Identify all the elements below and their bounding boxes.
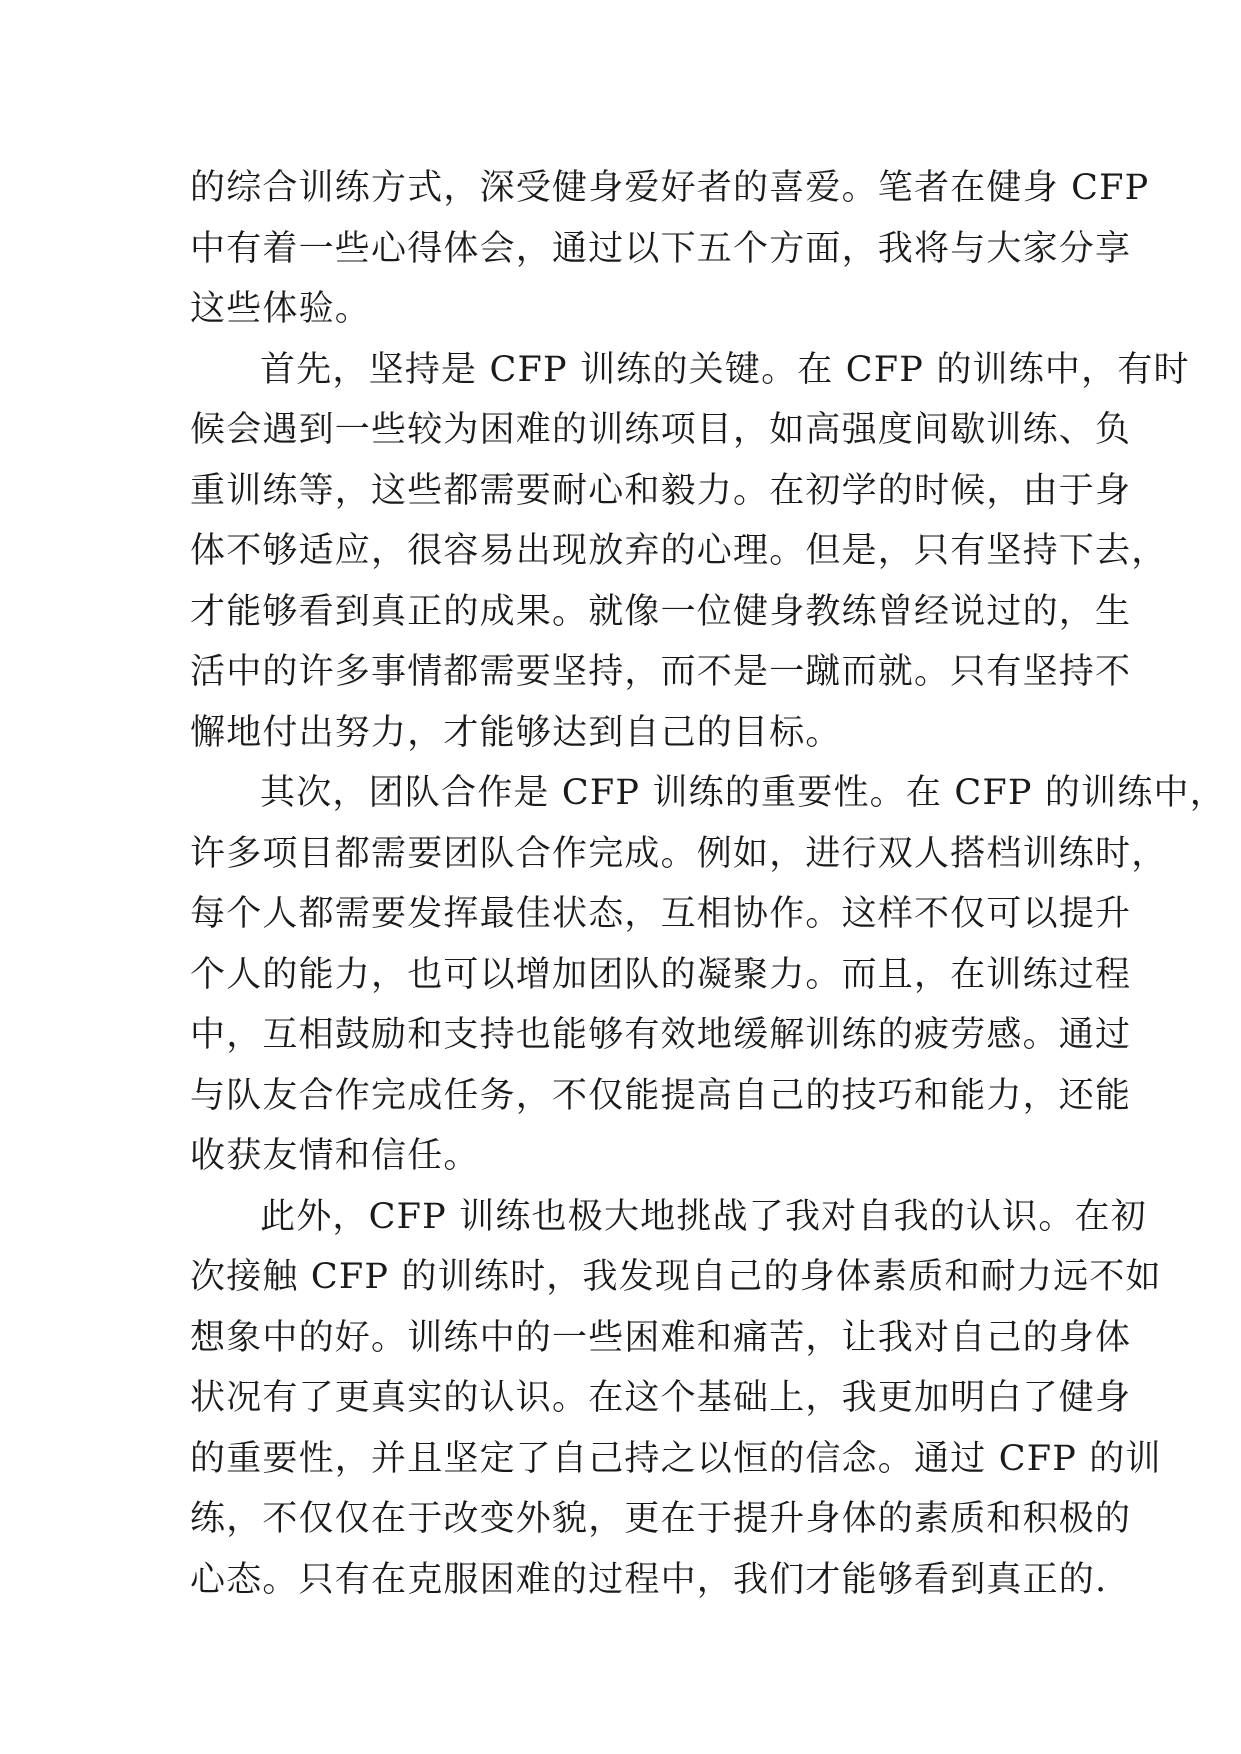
text-line: 中，互相鼓励和支持也能够有效地缓解训练的疲劳感。通过 [190, 1015, 1132, 1055]
text-line: 重训练等，这些都需要耐心和毅力。在初学的时候，由于身 [190, 470, 1132, 511]
text-line: 次接触 CFP 的训练时，我发现自己的身体素质和耐力远不如 [190, 1257, 1162, 1297]
text-line: 活中的许多事情都需要坚持，而不是一蹴而就。只有坚持不 [190, 652, 1132, 692]
text-line: 收获友情和信任。 [190, 1136, 480, 1176]
text-line: 想象中的好。训练中的一些困难和痛苦，让我对自己的身体 [190, 1317, 1132, 1358]
text-line: 此外，CFP 训练也极大地挑战了我对自我的认识。在初 [260, 1196, 1147, 1237]
text-line: 懈地付出努力，才能够达到自己的目标。 [190, 712, 842, 753]
text-line: 许多项目都需要团队合作完成。例如，进行双人搭档训练时， [190, 833, 1168, 874]
paragraph-persistence [190, 340, 1190, 764]
text-line: 个人的能力，也可以增加团队的凝聚力。而且，在训练过程 [190, 954, 1132, 995]
text-line: 状况有了更真实的认识。在这个基础上，我更加明白了健身 [190, 1378, 1132, 1418]
text-line: 练，不仅仅在于改变外貌，更在于提升身体的素质和积极的 [190, 1499, 1132, 1539]
text-line: 候会遇到一些较为困难的训练项目，如高强度间歇训练、负 [190, 410, 1132, 450]
text-line: 其次，团队合作是 CFP 训练的重要性。在 CFP 的训练中， [260, 773, 1226, 813]
text-line: 与队友合作完成任务，不仅能提高自己的技巧和能力，还能 [190, 1075, 1132, 1116]
text-line: 心态。只有在克服困难的过程中，我们才能够看到真正的. [190, 1559, 1108, 1600]
paragraph-teamwork [190, 763, 1226, 1187]
text-line: 每个人都需要发挥最佳状态，互相协作。这样不仅可以提升 [190, 894, 1132, 934]
text-line: 才能够看到真正的成果。就像一位健身教练曾经说过的，生 [190, 591, 1132, 632]
text-line: 首先，坚持是 CFP 训练的关键。在 CFP 的训练中，有时 [260, 349, 1190, 390]
text-line: 这些体验。 [190, 289, 372, 329]
text-line: 体不够适应，很容易出现放弃的心理。但是，只有坚持下去， [190, 531, 1168, 571]
document-body [190, 158, 1226, 1610]
paragraph-self-awareness [190, 1187, 1162, 1611]
text-line: 中有着一些心得体会，通过以下五个方面，我将与大家分享 [190, 228, 1132, 269]
text-line: 的综合训练方式，深受健身爱好者的喜爱。笔者在健身 CFP [190, 168, 1150, 208]
text-line: 的重要性，并且坚定了自己持之以恒的信念。通过 CFP 的训 [190, 1438, 1162, 1479]
paragraph-intro [190, 158, 1150, 340]
